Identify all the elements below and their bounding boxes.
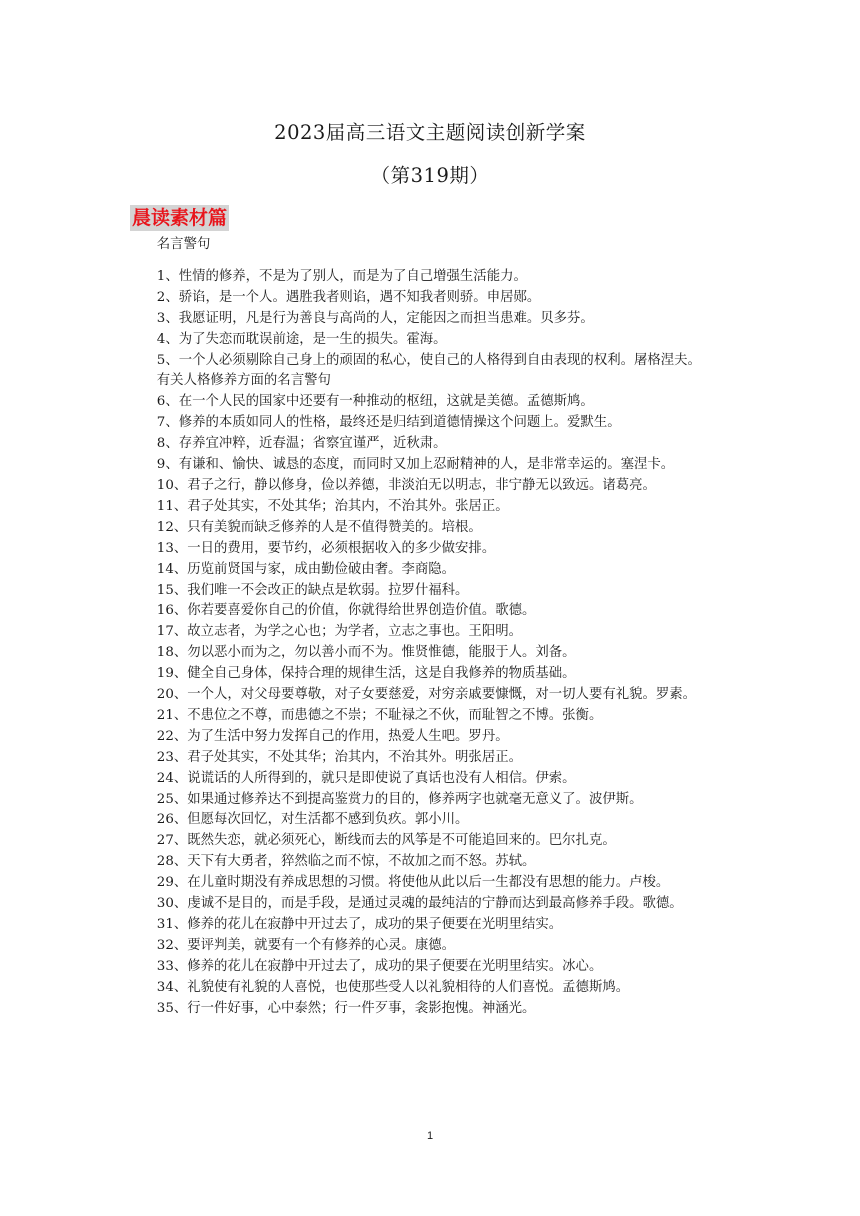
- quote-item: 32、要评判美，就要有一个有修养的心灵。康德。: [156, 937, 456, 953]
- section-heading: 晨读素材篇: [132, 207, 228, 229]
- quote-list-2: [130, 392, 730, 1019]
- quote-item: 33、修养的花儿在寂静中开过去了，成功的果子便要在光明里结实。冰心。: [156, 958, 603, 974]
- quote-item: 13、一日的费用，要节约，必须根据收入的多少做安排。: [156, 540, 496, 556]
- quote-item: 20、一个人，对父母要尊敬，对子女要慈爱，对穷亲戚要慷慨，对一切人要有礼貌。罗素。: [156, 687, 697, 703]
- quote-item: 34、礼貌使有礼貌的人喜悦，也使那些受人以礼貌相待的人们喜悦。孟德斯鸠。: [156, 979, 630, 995]
- quote-item: 1、性情的修养，不是为了别人，而是为了自己增强生活能力。: [156, 268, 527, 284]
- quote-item: 5、一个人必须剔除自己身上的顽固的私心，使自己的人格得到自由表现的权利。屠格涅夫。: [156, 352, 701, 368]
- quote-item: 14、历览前贤国与家，成由勤俭破由奢。李商隐。: [156, 561, 456, 577]
- page-number: 1: [426, 1130, 434, 1142]
- quote-item: 9、有谦和、愉快、诚恳的态度，而同时又加上忍耐精神的人，是非常幸运的。塞涅卡。: [156, 457, 675, 473]
- quote-item: 21、不患位之不尊，而患德之不崇；不耻禄之不伙，而耻智之不博。张衡。: [156, 707, 603, 723]
- quote-item: 29、在儿童时期没有养成思想的习惯。将使他从此以后一生都没有思想的能力。卢梭。: [156, 875, 670, 891]
- quote-item: 6、在一个人民的国家中还要有一种推动的枢纽，这就是美德。孟德斯鸠。: [156, 394, 594, 410]
- document-body: [130, 235, 730, 1020]
- subheading-quotes: 名言警句: [156, 237, 211, 252]
- quote-item: 8、存养宜冲粹，近春温；省察宜谨严，近秋肃。: [156, 436, 447, 452]
- quote-item: 22、为了生活中努力发挥自己的作用，热爱人生吧。罗丹。: [156, 728, 509, 744]
- quote-item: 35、行一件好事，心中泰然；行一件歹事，衾影抱愧。神涵光。: [156, 1000, 536, 1016]
- quote-item: 3、我愿证明，凡是行为善良与高尚的人，定能因之而担当患难。贝多芬。: [156, 310, 594, 326]
- quote-item: 2、骄谄，是一个人。遇胜我者则谄，遇不知我者则骄。申居郧。: [156, 289, 541, 305]
- quote-item: 7、修养的本质如同人的性格，最终还是归结到道德情操这个问题上。爱默生。: [156, 415, 621, 431]
- quote-item: 31、修养的花儿在寂静中开过去了，成功的果子便要在光明里结实。: [156, 917, 563, 932]
- quote-item: 15、我们唯一不会改正的缺点是软弱。拉罗什福科。: [156, 582, 469, 598]
- quote-item: 18、勿以恶小而为之，勿以善小而不为。惟贤惟德，能服于人。刘备。: [156, 645, 576, 661]
- quote-item: 10、君子之行，静以修身，俭以养德，非淡泊无以明志，非宁静无以致远。诸葛亮。: [156, 477, 656, 493]
- quote-item: 11、君子处其实，不处其华；治其内，不治其外。张居正。: [156, 498, 509, 514]
- quote-item: 26、但愿每次回忆，对生活都不感到负疚。郭小川。: [156, 812, 469, 828]
- document-title: 2023届高三语文主题阅读创新学案: [274, 121, 586, 144]
- quote-item: 23、君子处其实，不处其华；治其内，不治其外。明张居正。: [156, 749, 522, 765]
- quote-item: 30、虔诚不是目的，而是手段，是通过灵魂的最纯洁的宁静而达到最高修养手段。歌德。: [156, 896, 683, 912]
- quote-item: 24、说谎话的人所得到的，就只是即使说了真话也没有人相信。伊索。: [156, 770, 576, 786]
- quote-item: 12、只有美貌而缺乏修养的人是不值得赞美的。培根。: [156, 519, 482, 535]
- quote-list-1: [130, 267, 730, 372]
- quote-item: 27、既然失恋，就必须死心，断线而去的风筝是不可能追回来的。巴尔扎克。: [156, 833, 616, 849]
- quote-item: 16、你若要喜爱你自己的价值，你就得给世界创造价值。歌德。: [156, 603, 536, 619]
- quote-item: 4、为了失恋而耽误前途，是一生的损失。霍海。: [156, 331, 447, 347]
- quote-item: 28、天下有大勇者，猝然临之而不惊，不故加之而不怒。苏轼。: [156, 854, 536, 870]
- quote-item: 19、健全自己身体，保持合理的规律生活，这是自我修养的物质基础。: [156, 666, 576, 682]
- quote-item: 25、如果通过修养达不到提高鉴赏力的目的，修养两字也就毫无意义了。波伊斯。: [156, 791, 643, 807]
- quote-item: 17、故立志者，为学之心也；为学者，立志之事也。王阳明。: [156, 624, 522, 640]
- subheading-personality-quotes: 有关人格修养方面的名言警句: [156, 373, 331, 389]
- issue-number: （第319期）: [370, 164, 490, 187]
